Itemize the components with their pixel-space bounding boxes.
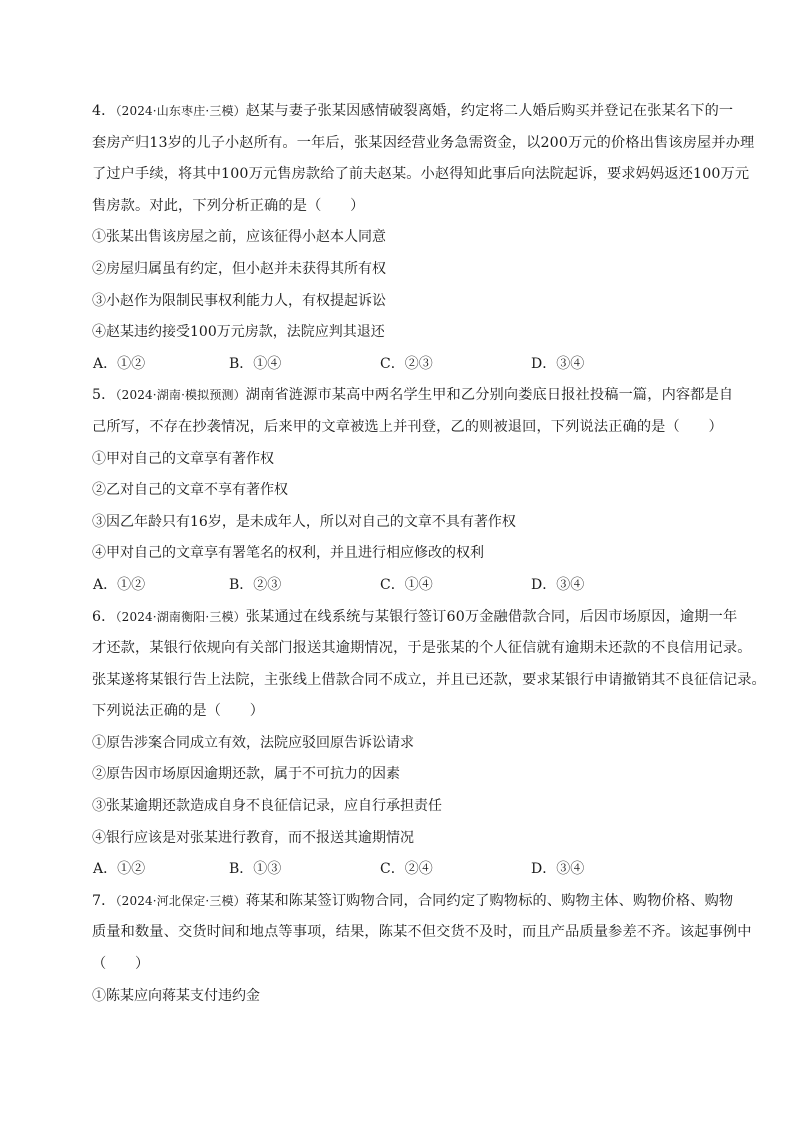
choice-b: B．①③ (229, 861, 282, 878)
question-6 (92, 602, 766, 886)
question-source: （2024·湖南衡阳·三模） (115, 609, 246, 624)
question-source: （2024·湖南·模拟预测） (115, 388, 246, 403)
document-page (92, 96, 766, 1012)
choice-d: D．③④ (531, 861, 585, 878)
question-number: 4． (92, 103, 116, 119)
choice-a: A．①② (93, 861, 146, 878)
statement-option: ②原告因市场原因逾期还款，属于不可抗力的因素 (92, 766, 400, 783)
question-source: （2024·山东枣庄·三模） (115, 104, 246, 118)
answer-choices (92, 854, 716, 886)
statement-option: ③张某逾期还款造成自身不良征信记录，应自行承担责任 (92, 798, 442, 815)
question-stem-line: 己所写，不存在抄袭情况，后来甲的文章被选上并刊登，乙的则被退回，下列说法正确的是（ ） (92, 418, 723, 435)
question-text: 赵某与妻子张某因感情破裂离婚，约定将二人婚后购买并登记在张某名下的一 (245, 103, 734, 119)
statement-option: ③因乙年龄只有16岁，是未成年人，所以对自己的文章不具有著作权 (92, 513, 516, 530)
statement-option: ①陈某应向蒋某支付违约金 (92, 987, 260, 1004)
statement-option: ②房屋归属虽有约定，但小赵并未获得其所有权 (92, 260, 386, 277)
answer-choices (92, 570, 716, 602)
question-stem-line: 张某遂将某银行告上法院，主张线上借款合同不成立，并且已还款，要求某银行申请撤销其不良征信记录。 (92, 671, 766, 688)
question-stem-line: 售房款。对此，下列分析正确的是（ ） (92, 197, 365, 214)
question-stem-line: 质量和数量、交货时间和地点等事项，结果，陈某不但交货不及时，而且产品质量参差不齐。该起事例中 (92, 924, 752, 941)
statement-option: ①张某出售该房屋之前，应该征得小赵本人同意 (92, 229, 386, 246)
question-stem-line: （ ） (92, 956, 150, 973)
statement-option: ①甲对自己的文章享有著作权 (92, 450, 274, 467)
question-text: 张某通过在线系统与某银行签订60万金融借款合同，后因市场原因，逾期一年 (245, 608, 738, 625)
question-stem-line (92, 886, 734, 918)
choice-b: B．②③ (229, 576, 282, 593)
statement-option: ②乙对自己的文章不享有著作权 (92, 482, 288, 499)
statement-option: ④赵某违约接受100万元房款，法院应判其退还 (92, 324, 385, 341)
question-stem-line (92, 602, 738, 634)
question-stem-line: 了过户手续，将其中100万元售房款给了前夫赵某。小赵得知此事后向法院起诉，要求妈妈返还100万元 (92, 166, 750, 183)
question-stem-line (92, 96, 734, 128)
choice-c: C．②③ (380, 355, 433, 372)
choice-a: A．①② (93, 576, 146, 593)
question-stem-line: 套房产归13岁的儿子小赵所有。一年后，张某因经营业务急需资金，以200万元的价格出售该房屋并办理 (92, 134, 755, 151)
statement-option: ④银行应该是对张某进行教育，而不报送其逾期情况 (92, 829, 414, 846)
choice-d: D．③④ (531, 576, 585, 593)
answer-choices (92, 349, 716, 381)
question-text: 蒋某和陈某签订购物合同，合同约定了购物标的、购物主体、购物价格、购物 (245, 892, 734, 909)
statement-option: ③小赵作为限制民事权利能力人，有权提起诉讼 (92, 292, 386, 309)
question-source: （2024·河北保定·三模） (115, 893, 246, 908)
choice-a: A．①② (93, 355, 146, 372)
choice-d: D．③④ (531, 355, 585, 372)
choice-b: B．①④ (229, 355, 282, 372)
choice-c: C．①④ (380, 576, 433, 593)
question-number: 7． (92, 892, 116, 909)
question-stem-line (92, 380, 734, 412)
statement-option: ①原告涉案合同成立有效，法院应驳回原告诉讼请求 (92, 734, 414, 751)
question-4 (92, 96, 755, 380)
question-number: 5． (92, 387, 116, 404)
choice-c: C．②④ (380, 861, 433, 878)
statement-option: ④甲对自己的文章享有署笔名的权利，并且进行相应修改的权利 (92, 545, 484, 562)
question-text: 湖南省涟源市某高中两名学生甲和乙分别向娄底日报社投稿一篇，内容都是自 (245, 387, 734, 404)
question-7 (92, 886, 752, 1012)
question-5 (92, 380, 734, 601)
question-stem-line: 下列说法正确的是（ ） (92, 703, 265, 720)
question-number: 6． (92, 608, 116, 625)
question-stem-line: 才还款，某银行依规向有关部门报送其逾期情况，于是张某的个人征信就有逾期未还款的不良信用记录。 (92, 640, 752, 657)
